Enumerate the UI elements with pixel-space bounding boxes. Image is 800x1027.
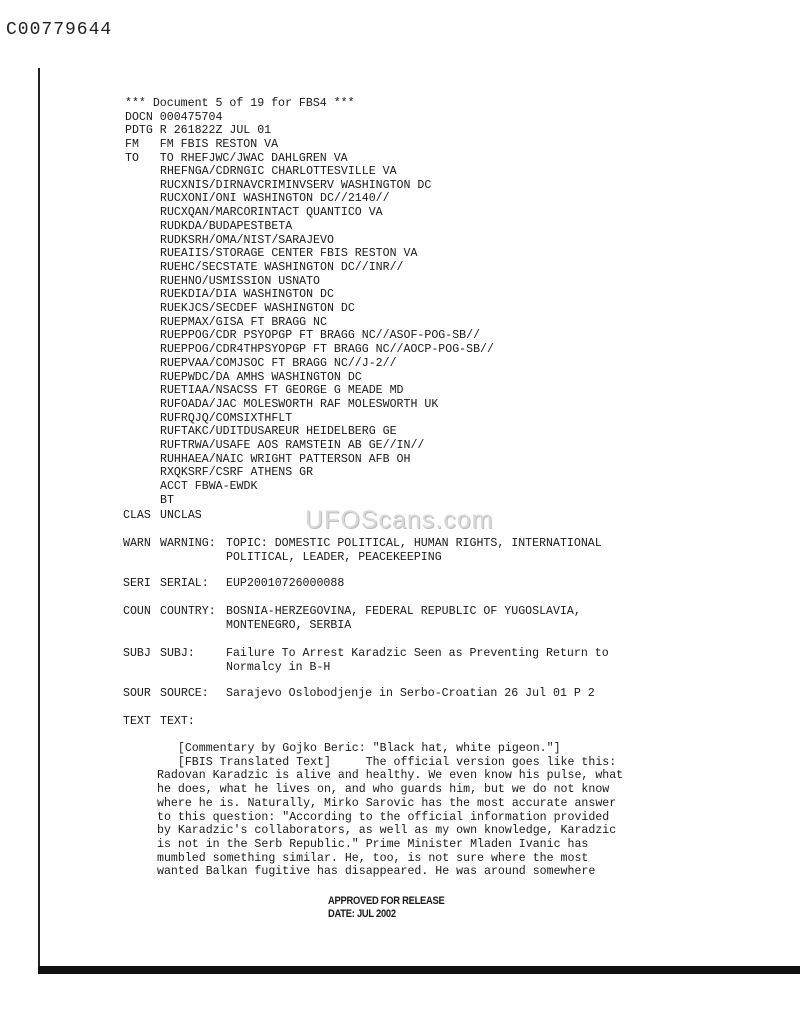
header-pdtg: PDTG R 261822Z JUL 01: [125, 124, 272, 138]
header-to: TO TO RHEFJWC/JWAC DAHLGREN VA: [125, 151, 348, 165]
routing-line: RUETIAA/NSACSS FT GEORGE G MEADE MD: [160, 384, 404, 398]
routing-line: RUFTAKC/UDITDUSAREUR HEIDELBERG GE: [160, 425, 397, 439]
routing-line: RUEKJCS/SECDEF WASHINGTON DC: [160, 302, 355, 316]
routing-line: RUEHNO/USMISSION USNATO: [160, 274, 321, 288]
routing-line: RUFRQJQ/COMSIXTHFLT: [160, 411, 293, 425]
field-tag: SOUR: [123, 687, 151, 700]
routing-line: RUEPPOG/CDR PSYOPGP FT BRAGG NC//ASOF-POG-SB//: [160, 329, 481, 343]
routing-line: RHEFNGA/CDRNGIC CHARLOTTESVILLE VA: [160, 165, 397, 178]
field-value: Failure To Arrest Karadzic Seen as Preventing Return to Normalcy in B-H: [226, 647, 609, 674]
field-label: COUNTRY:: [160, 605, 216, 618]
field-coun: [123, 605, 581, 632]
field-value: TOPIC: DOMESTIC POLITICAL, HUMAN RIGHTS, INTERNATIONAL POLITICAL, LEADER, PEACEKEEPING: [226, 537, 602, 564]
field-warn: [123, 537, 602, 564]
field-tag: WARN: [123, 537, 151, 550]
field-tag: SUBJ: [123, 647, 151, 660]
routing-line: RUCXNIS/DIRNAVCRIMINVSERV WASHINGTON DC: [160, 178, 432, 192]
routing-line: RXQKSRF/CSRF ATHENS GR: [160, 466, 314, 480]
stamp-line-approved: APPROVED FOR RELEASE: [328, 895, 445, 907]
field-text: [123, 715, 226, 729]
header-docn: DOCN 000475704: [125, 110, 223, 124]
routing-line: ACCT FBWA-EWDK: [160, 480, 258, 494]
header-from: FM FM FBIS RESTON VA: [125, 138, 279, 152]
field-value: BOSNIA-HERZEGOVINA, FEDERAL REPUBLIC OF YUGOSLAVIA, MONTENEGRO, SERBIA: [226, 605, 581, 632]
field-value: Sarajevo Oslobodjenje in Serbo-Croatian 26 Jul 01 P 2: [226, 687, 595, 700]
field-value: UNCLAS: [160, 509, 202, 522]
routing-line: RUEAIIS/STORAGE CENTER FBIS RESTON VA: [160, 247, 418, 261]
routing-line: RUEPVAA/COMJSOC FT BRAGG NC//J-2//: [160, 356, 397, 370]
field-sour: [123, 687, 595, 701]
page-border-bottom: [38, 966, 800, 974]
header-title: *** Document 5 of 19 for FBS4 ***: [125, 97, 355, 110]
field-tag: TEXT: [123, 715, 151, 728]
routing-list: [160, 165, 494, 508]
field-value: EUP20010726000088: [226, 577, 345, 590]
routing-line: RUCXQAN/MARCORINTACT QUANTICO VA: [160, 206, 383, 220]
field-label: WARNING:: [160, 537, 216, 550]
stamp-line-date: DATE: JUL 2002: [328, 908, 396, 920]
routing-line: RUEPPOG/CDR4THPSYOPGP FT BRAGG NC//AOCP-POG-SB//: [160, 343, 494, 357]
routing-line: RUFTRWA/USAFE AOS RAMSTEIN AB GE//IN//: [160, 439, 425, 453]
field-label: SUBJ:: [160, 647, 195, 660]
routing-line: RUEKDIA/DIA WASHINGTON DC: [160, 288, 334, 302]
routing-line: RUFOADA/JAC MOLESWORTH RAF MOLESWORTH UK: [160, 397, 439, 411]
field-label: SOURCE:: [160, 687, 209, 700]
field-tag: CLAS: [123, 509, 151, 522]
document-id: C00779644: [6, 20, 113, 40]
field-seri: [123, 577, 344, 591]
field-tag: SERI: [123, 577, 151, 590]
routing-line: RUHHAEA/NAIC WRIGHT PATTERSON AFB OH: [160, 452, 411, 466]
routing-line: RUDKSRH/OMA/NIST/SARAJEVO: [160, 233, 334, 247]
article-body: [Commentary by Gojko Beric: "Black hat, white pigeon."] [FBIS Translated Text] The official version goes like this: Radovan Karadzic is alive and healthy. We even know his pulse, what he does, what he lives on, and who guards him, but we do not know where he is. Naturally, Mirko Sarovic has the most accurate answer to this question: "According to the official information provided by Karadzic's collaborators, as well as my own knowledge, Karadzic is not in the Serb Republic." Prime Minister Mladen Ivanic has mumbled something similar. He, too, is not sure where the most wanted Balkan fugitive has disappeared. He was around somewhere: [157, 742, 624, 879]
page-border-left: [38, 68, 40, 968]
field-clas: [123, 509, 202, 523]
field-subj: [123, 647, 609, 674]
routing-line: RUEPWDC/DA AMHS WASHINGTON DC: [160, 370, 362, 384]
field-label: SERIAL:: [160, 577, 209, 590]
message-header: [125, 97, 355, 166]
routing-line: RUCXONI/ONI WASHINGTON DC//2140//: [160, 192, 390, 206]
release-stamp: [328, 895, 444, 921]
routing-line: RUDKDA/BUDAPESTBETA: [160, 219, 293, 233]
routing-line: RUEHC/SECSTATE WASHINGTON DC//INR//: [160, 260, 404, 274]
routing-line: RUEPMAX/GISA FT BRAGG NC: [160, 315, 327, 329]
field-label: TEXT:: [160, 715, 195, 728]
field-tag: COUN: [123, 605, 151, 618]
routing-line: BT: [160, 493, 174, 507]
watermark: UFOScans.com: [305, 506, 494, 534]
